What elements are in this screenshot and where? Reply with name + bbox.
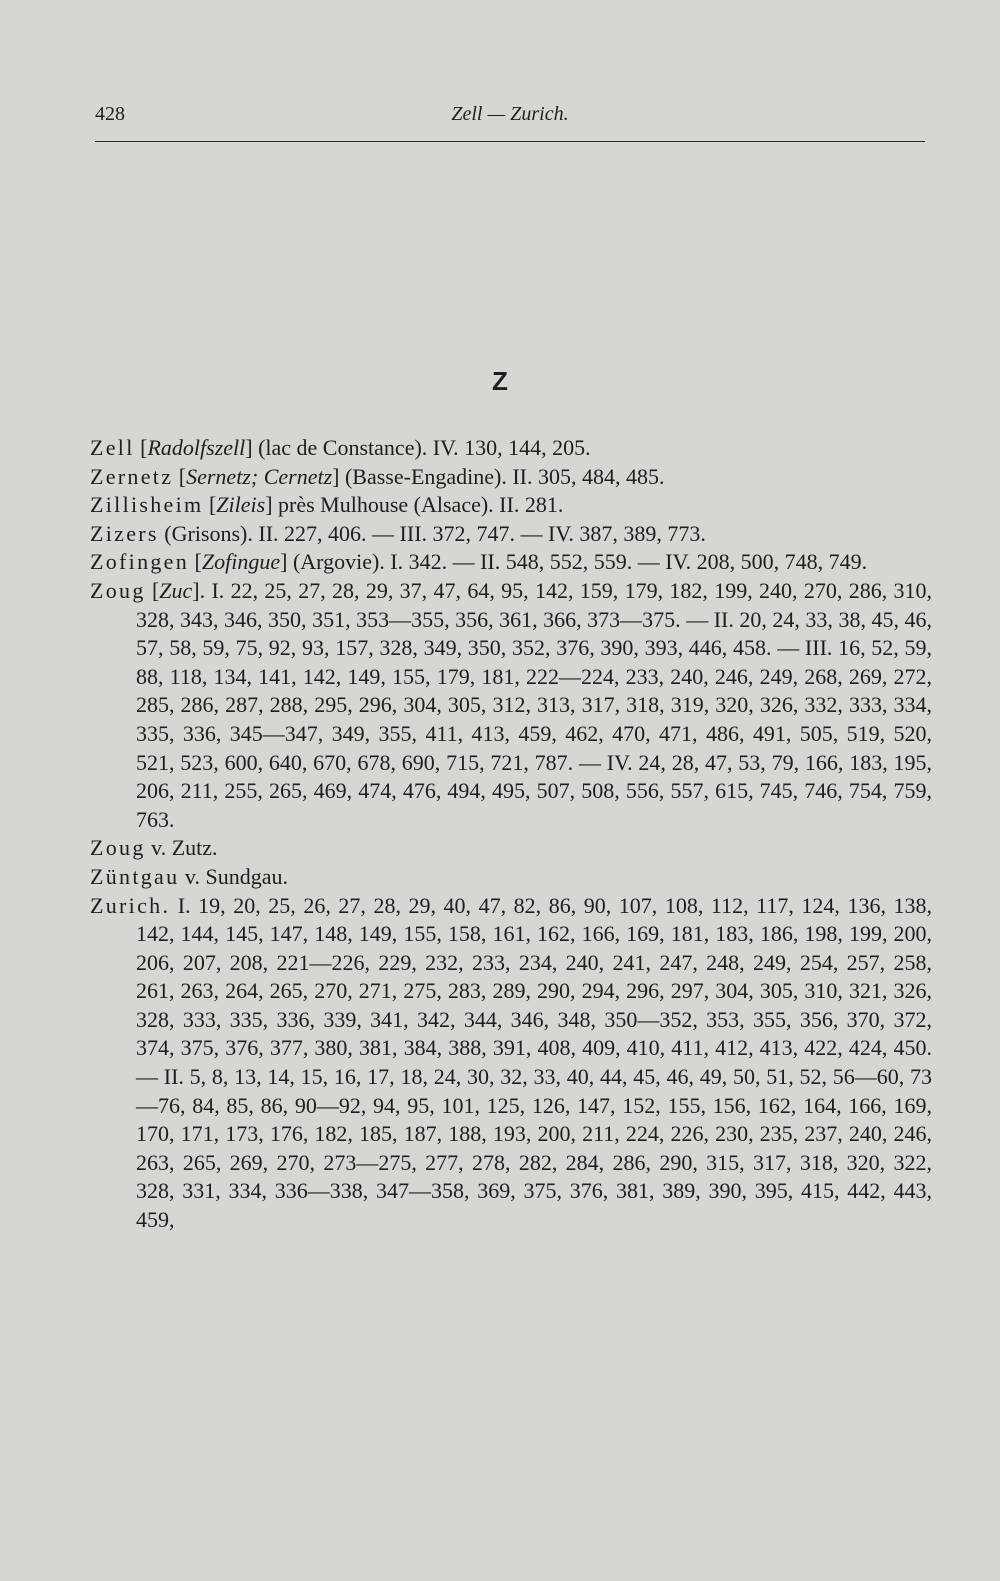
index-entry bbox=[90, 863, 932, 892]
entry-variant-names: Zileis bbox=[216, 492, 266, 518]
entry-variant-names: Radolfszell bbox=[147, 435, 246, 460]
entry-references: (Basse-Engadine). II. 305, 484, 485. bbox=[339, 463, 665, 489]
entry-variant-names: Zofingue bbox=[201, 549, 281, 575]
entry-references: v. Sundgau. bbox=[179, 863, 288, 889]
index-entry bbox=[90, 520, 932, 549]
entry-headword: Zernetz bbox=[90, 463, 174, 489]
section-letter: Z bbox=[492, 366, 508, 396]
entry-references: (lac de Constance). IV. 130, 144, 205. bbox=[252, 435, 591, 460]
entry-headword: Zizers bbox=[90, 520, 159, 546]
running-head-title: Zell — Zurich. bbox=[451, 103, 569, 125]
entry-references: près Mulhouse (Alsace). II. 281. bbox=[272, 492, 564, 518]
entry-headword: Zurich. bbox=[90, 892, 171, 918]
index-entry: Zillisheim [Zileis] près Mulhouse (Alsace). II. 281. bbox=[90, 492, 564, 518]
entry-variant-names: Sernetz; Cernetz bbox=[186, 463, 333, 489]
entry-headword: Zoug bbox=[90, 577, 146, 603]
entry-references: (Argovie). I. 342. — II. 548, 552, 559. — IV. 208, 500, 748, 749. bbox=[287, 549, 868, 575]
index-entry: Zoug [Zuc]. I. 22, 25, 27, 28, 29, 37, 47, 64, 95, 142, 159, 179, 182, 199, 240, 270, 286, 310, 328, 343, 346, 350, 351, 353—355, 356, 361, 366, 373—375. — II. 20, 24, 33, 38, 45, 46, 57, 58, 59, 75, 92, 93, 157, 328, 349, 350, 352, 376, 390, 393, 446, 458. — III. 16, 52, 59, 88, 118, 134, 141, 142, 149, 155, 179, 181, 222—224, 233, 240, 246, 249, 268, 269, 272, 285, 286, 287, 288, 295, 296, 304, 305, 312, 313, 317, 318, 319, 320, 326, 332, 333, 334, 335, 336, 345—347, 349, 355, 411, 413, 459, 462, 470, 471, 486, 491, 505, 519, 520, 521, 523, 600, 640, 670, 678, 690, 715, 721, 787. — IV. 24, 28, 47, 53, 79, 166, 183, 195, 206, 211, 255, 265, 469, 474, 476, 494, 495, 507, 508, 556, 557, 615, 745, 746, 754, 759, 763. bbox=[90, 577, 933, 832]
index-entries bbox=[90, 434, 932, 1235]
entry-headword: Zofingen bbox=[90, 549, 190, 575]
entry-references: . I. 22, 25, 27, 28, 29, 37, 47, 64, 95, 142, 159, 179, 182, 199, 240, 270, 286, 310, 328, 343, 346, 350, 351, 353—355, 356, 361, 366, 373—375. — II. 20, 24, 33, 38, 45, 46, 57, 58, 59, 75, 92, 93, 157, 328, 349, 350, 352, 376, 390, 393, 446, 458. — III. 16, 52, 59, 88, 118, 134, 141, 142, 149, 155, 179, 181, 222—224, 233, 240, 246, 249, 268, 269, 272, 285, 286, 287, 288, 295, 296, 304, 305, 312, 313, 317, 318, 319, 320, 326, 332, 333, 334, 335, 336, 345—347, 349, 355, 411, 413, 459, 462, 470, 471, 486, 491, 505, 519, 520, 521, 523, 600, 640, 670, 678, 690, 715, 721, 787. — IV. 24, 28, 47, 53, 79, 166, 183, 195, 206, 211, 255, 265, 469, 474, 476, 494, 495, 507, 508, 556, 557, 615, 745, 746, 754, 759, 763. bbox=[136, 577, 933, 832]
entry-headword: Zillisheim bbox=[90, 492, 204, 518]
index-entry: Zernetz [Sernetz; Cernetz] (Basse-Engadine). II. 305, 484, 485. bbox=[90, 463, 665, 489]
entry-headword: Zell bbox=[90, 435, 135, 460]
running-head bbox=[95, 103, 925, 142]
entry-references: v. Zutz. bbox=[145, 835, 218, 861]
page-number: 428 bbox=[95, 103, 125, 125]
index-entry: Zell [Radolfszell] (lac de Constance). IV. 130, 144, 205. bbox=[90, 435, 591, 460]
entry-headword: Züntgau bbox=[90, 863, 180, 889]
entry-headword: Zoug bbox=[90, 835, 146, 861]
entry-references: I. 19, 20, 25, 26, 27, 28, 29, 40, 47, 82, 86, 90, 107, 108, 112, 117, 124, 136, 138, 142, 144, 145, 147, 148, 149, 155, 158, 161, 162, 166, 169, 181, 183, 186, 198, 199, 200, 206, 207, 208, 221—226, 229, 232, 233, 234, 240, 241, 247, 248, 249, 254, 257, 258, 261, 263, 264, 265, 270, 271, 275, 283, 289, 290, 294, 296, 297, 304, 305, 310, 321, 326, 328, 333, 335, 336, 339, 341, 342, 344, 346, 348, 350—352, 353, 355, 356, 370, 372, 374, 375, 376, 377, 380, 381, 384, 388, 391, 408, 409, 410, 411, 412, 413, 422, 424, 450. — II. 5, 8, 13, 14, 15, 16, 17, 18, 24, 30, 32, 33, 40, 44, 45, 46, 49, 50, 51, 52, 56—60, 73—76, 84, 85, 86, 90—92, 94, 95, 101, 125, 126, 147, 152, 155, 156, 162, 164, 166, 169, 170, 171, 173, 176, 182, 185, 187, 188, 193, 200, 211, 224, 226, 230, 235, 237, 240, 246, 263, 265, 269, 270, 273—275, 277, 278, 282, 284, 286, 290, 315, 317, 318, 320, 322, 328, 331, 334, 336—338, 347—358, 369, 375, 376, 381, 389, 390, 395, 415, 442, 443, 459, bbox=[136, 892, 932, 1233]
entry-references: (Grisons). II. 227, 406. — III. 372, 747. — IV. 387, 389, 773. bbox=[158, 520, 706, 546]
index-entry bbox=[90, 892, 932, 1235]
index-entry: Zofingen [Zofingue] (Argovie). I. 342. — II. 548, 552, 559. — IV. 208, 500, 748, 749. bbox=[90, 549, 868, 575]
entry-variant-names: Zuc bbox=[159, 577, 193, 603]
index-entry bbox=[90, 834, 932, 863]
